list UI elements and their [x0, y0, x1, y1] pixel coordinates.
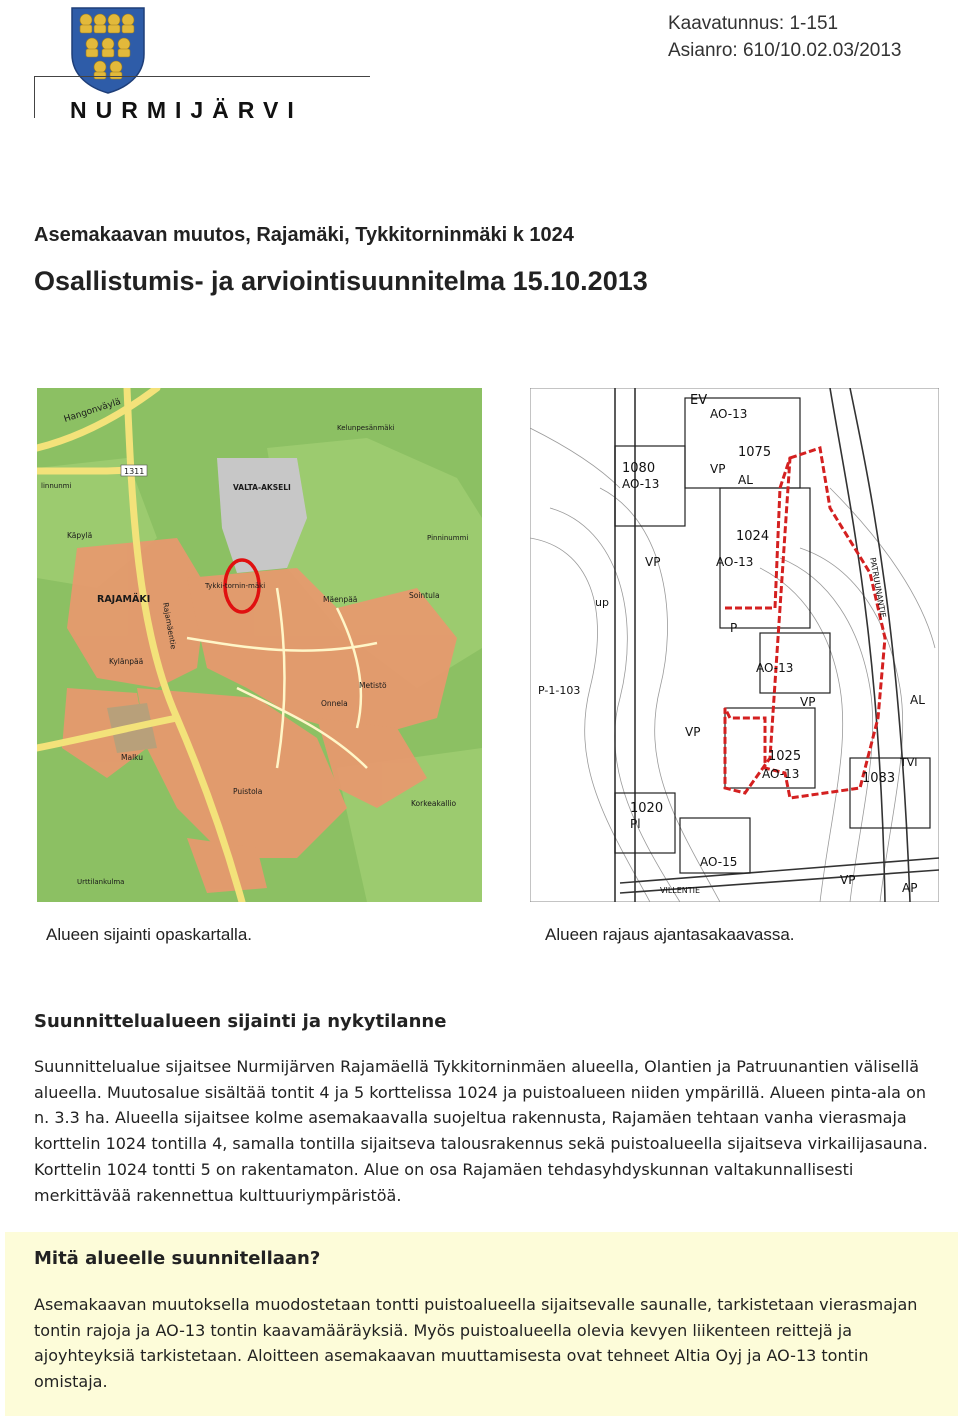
label-korkeakallio: Korkeakallio: [411, 799, 457, 808]
label-sointula: Sointula: [409, 591, 440, 600]
label-kapyla: Käpylä: [67, 531, 93, 540]
zone-ao13-1024: AO-13: [716, 555, 754, 569]
zone-al-right: AL: [910, 693, 925, 707]
street-patruunantie: PATRUUNANTIE: [868, 556, 888, 619]
zone-pl: Pl: [630, 817, 641, 831]
zone-ap: AP: [902, 881, 918, 895]
label-tykkitorninmaki: Tykki-tornin-mäki: [205, 582, 266, 590]
municipal-crest-logo: [70, 6, 146, 94]
municipality-wordmark: NURMIJÄRVI: [70, 97, 303, 123]
logo-rule-horizontal: [34, 76, 370, 77]
zone-ev: EV: [690, 393, 708, 408]
zoning-map: [530, 388, 939, 902]
caption-zoning-map: Alueen rajaus ajantasakaavassa.: [545, 925, 795, 944]
label-urttilankulma: Urttilankulma: [77, 878, 125, 886]
zone-ao15: AO-15: [700, 855, 738, 869]
label-malku: Malku: [121, 753, 144, 762]
label-road-1311: 1311: [124, 467, 145, 476]
plan-heading: Mitä alueelle suunnitellaan?: [34, 1248, 321, 1269]
zone-vp-right: VP: [800, 695, 816, 709]
zone-ao13-mid: AO-13: [756, 661, 794, 675]
plan-paragraph: Asemakaavan muutoksella muodostetaan tontti puistoalueella sijaitsevalle saunalle, tarkistetaan vierasmajan tontin rajoja ja AO-13 tontin kaavamääräyksiä. Myös puistoalueella olevia kevyen liikenteen reittejä ja ajoyhteyksiä tarkistetaan. Aloitteen asemakaavan muuttamisesta ovat tehneet Altia Oyj ja AO-13 tontin omistaja.: [34, 1295, 918, 1392]
case-number: Asianro: 610/10.02.03/2013: [668, 40, 902, 61]
zone-al: AL: [738, 473, 753, 487]
logo-rule-vertical: [34, 76, 35, 118]
block-1075: 1075: [738, 445, 772, 460]
label-kelunpesamaki: Kelunpesänmäki: [337, 424, 395, 432]
label-metisto: Metistö: [359, 681, 387, 690]
case-info: [668, 10, 901, 64]
caption-guide-map: Alueen sijainti opaskartalla.: [46, 925, 253, 944]
document-title: Osallistumis- ja arviointisuunnitelma 15.10.2013: [34, 266, 648, 296]
block-1080: 1080: [622, 461, 656, 476]
block-1020: 1020: [630, 801, 664, 816]
zone-ao13-left: AO-13: [622, 477, 660, 491]
block-1083: 1083: [862, 771, 896, 786]
zone-vp-bottom: VP: [840, 873, 856, 887]
zone-vp-low: VP: [685, 725, 701, 739]
section-heading: Suunnittelualueen sijainti ja nykytilanne: [34, 1011, 447, 1032]
zone-p-103: P-1-103: [538, 684, 581, 697]
main-title: Asemakaavan muutos, Rajamäki, Tykkitorninmäki k 1024: [34, 224, 574, 246]
street-villentie: VILLENTIE: [660, 886, 701, 895]
label-puistola: Puistola: [233, 787, 263, 796]
zone-vp-top: VP: [710, 462, 726, 476]
label-pinninummi: Pinninummi: [427, 534, 469, 542]
zone-tv: TVI: [900, 756, 918, 769]
section-paragraph: Suunnittelualue sijaitsee Nurmijärven Rajamäellä Tykkitorninmäen alueella, Olantien ja Patruunantien välisellä alueella. Muutosalue sisältää tontit 4 ja 5 korttelissa 1024 ja puistoalueen niiden ympärillä. Alueen pinta-ala on n. 3.3 ha. Alueella sijaitsee kolme asemakaavalla suojeltua rakennusta, Rajamäen tehtaan vanha vierasmaja korttelin 1024 tontilla 4, samalla tontilla sijaitseva talousrakennus sekä puistoalueella sijaitseva virkailijasauna. Korttelin 1024 tontti 5 on rakentamaton. Alue on osa Rajamäen tehdasyhdyskunnan valtakunnallisesti merkittävää rakennettua kulttuuriympäristöä.: [34, 1057, 928, 1205]
label-kylanpaa: Kylänpää: [109, 657, 144, 666]
label-onnela: Onnela: [321, 699, 348, 708]
zone-p-mid: P: [730, 621, 738, 635]
block-1024: 1024: [736, 529, 770, 544]
label-hangonvayla: Hangonväylä: [62, 397, 123, 425]
block-1025: 1025: [768, 749, 802, 764]
label-rajamantie: Rajamäentie: [161, 601, 179, 650]
label-rajamaki: RAJAMÄKI: [97, 594, 151, 605]
zone-ao13-1025: AO-13: [762, 767, 800, 781]
guide-map: [37, 388, 482, 902]
section-body: [34, 1054, 944, 1208]
plan-body: [34, 1292, 944, 1395]
zone-up: up: [595, 596, 609, 609]
label-maenpaa: Mäenpää: [323, 595, 358, 604]
label-valta-akseli: VALTA-AKSELI: [233, 483, 291, 492]
plan-code: Kaavatunnus: 1-151: [668, 13, 839, 34]
zone-ao13-top: AO-13: [710, 407, 748, 421]
zone-vp-left: VP: [645, 555, 661, 569]
label-linnunmi: linnunmi: [41, 482, 72, 490]
